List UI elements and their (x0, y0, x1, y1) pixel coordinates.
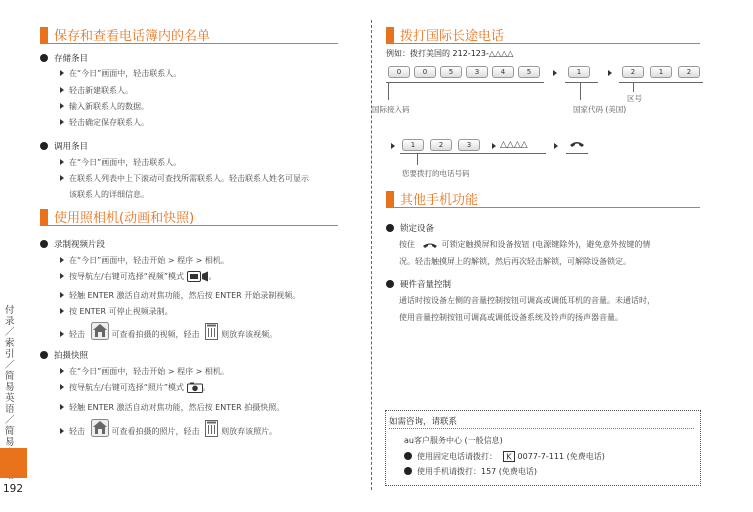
section-title-phonebook: 保存和查看电话簿内的名单 (40, 26, 338, 44)
section-title-other-functions: 其他手机功能 (386, 190, 700, 208)
bullet-record-video: 录制视频片段 (40, 238, 105, 250)
video-mode-icon (187, 271, 209, 284)
arrow-icon (608, 70, 612, 76)
contact-title: 如需咨询，请联系 (389, 417, 458, 427)
step: 轻击 可查看拍摄的视频，轻击 则放弃该视频。 (60, 322, 277, 342)
key-5: 5 (518, 66, 540, 78)
step: 在联系人列表中上下滚动可查找所需联系人。轻击联系人姓名可显示 (60, 173, 309, 184)
key-0: 0 (414, 66, 436, 78)
baseline (400, 153, 546, 154)
number-placeholder: △△△△ (500, 140, 528, 150)
text-line: 况。轻击触摸屏上的解锁，然后再次轻击解锁，可解除设备锁定。 (399, 257, 631, 266)
step: 轻击新建联系人。 (60, 85, 133, 96)
contact-box (385, 410, 701, 486)
key-3: 3 (466, 66, 488, 78)
baseline (619, 82, 703, 83)
step: 在“今日”画面中，轻击联系人。 (60, 157, 181, 168)
label-country-code: 国家代码 (美国) (573, 105, 627, 114)
bullet-lock-device: 锁定设备 (386, 222, 434, 234)
step: 轻触 ENTER 激活自动对焦功能，然后按 ENTER 开始录制视频。 (60, 290, 300, 301)
step: 在“今日”画面中，轻击开始 > 程序 > 相机。 (60, 255, 229, 266)
contact-mobile: 使用手机请拨打：157 (免费电话) (404, 466, 537, 477)
baseline (565, 82, 598, 83)
step: 轻击 可查看拍摄的照片，轻击 则放弃该照片。 (60, 419, 277, 439)
key-1: 1 (402, 139, 424, 151)
call-key-icon (569, 139, 585, 151)
label-area-code: 区号 (627, 94, 642, 103)
column-divider (371, 20, 372, 490)
step: 在“今日”画面中，轻击开始 > 程序 > 相机。 (60, 366, 229, 377)
text-line: 通话时按设备左侧的音量控制按钮可调高或调低耳机的音量。未通话时， (399, 296, 655, 305)
section-title-international-call: 拨打国际长途电话 (386, 26, 700, 44)
example-text: 例如：拨打美国的 212-123-△△△△ (386, 49, 514, 58)
arrow-icon (554, 143, 558, 149)
side-tab-block (0, 448, 27, 478)
section-bar (40, 27, 48, 43)
key-5: 5 (440, 66, 462, 78)
arrow-icon (391, 143, 395, 149)
key-3: 3 (458, 139, 480, 151)
side-tab-label: 付录／索引／简易英语／简易 (5, 305, 15, 448)
step: 轻触 ENTER 激活自动对焦功能，然后按 ENTER 拍摄快照。 (60, 402, 284, 413)
label-intl-code: 国际接入码 (372, 105, 410, 114)
bullet-snapshot: 拍摄快照 (40, 349, 88, 361)
arrow-icon (553, 70, 557, 76)
bullet-volume-control: 硬件音量控制 (386, 278, 451, 290)
step: 在“今日”画面中，轻击联系人。 (60, 68, 181, 79)
contact-fixed: 使用固定电话请拨打： K 0077-7-111 (免费电话) (404, 451, 605, 464)
text-line: 使用音量控制按钮可调高或调低设备系统及铃声的扬声器音量。 (399, 313, 623, 322)
view-icon (91, 419, 109, 439)
label-number: 您要拨打的电话号码 (402, 169, 470, 178)
step: 轻击确定保存联系人。 (60, 117, 149, 128)
key-2: 2 (678, 66, 700, 78)
bullet-save-entry: 存储条目 (40, 52, 88, 64)
step: 输入新联系人的数据。 (60, 101, 149, 112)
trash-icon (205, 420, 218, 439)
text-line: 按住 可锁定触摸屏和设备按钮 (电源键除外)，避免意外按键的情 (399, 239, 650, 252)
step: 该联系人的详细信息。 (69, 190, 149, 199)
baseline (566, 153, 588, 154)
page-number: 192 (3, 483, 24, 495)
baseline (386, 82, 544, 83)
section-title-camera: 使用照相机(动画和快照) (40, 208, 338, 226)
view-icon (91, 322, 109, 342)
svg-text:K: K (505, 452, 512, 462)
key-2: 2 (430, 139, 452, 151)
key-0: 0 (388, 66, 410, 78)
photo-mode-icon (187, 382, 203, 395)
step: 按导航左/右键可选择“照片”模式 。 (60, 382, 211, 395)
arrow-icon (492, 143, 496, 149)
end-key-icon (422, 241, 438, 252)
key-2: 2 (622, 66, 644, 78)
key-1: 1 (568, 66, 590, 78)
bullet-call-entry: 调用条目 (40, 140, 88, 152)
step: 按导航左/右键可选择“视频”模式 。 (60, 271, 217, 284)
key-4: 4 (492, 66, 514, 78)
trash-icon (205, 323, 218, 342)
contact-center: au客户服务中心 (一般信息) (404, 436, 503, 445)
step: 按 ENTER 可停止视频录制。 (60, 306, 173, 317)
free-dial-icon (503, 451, 515, 464)
key-1: 1 (650, 66, 672, 78)
